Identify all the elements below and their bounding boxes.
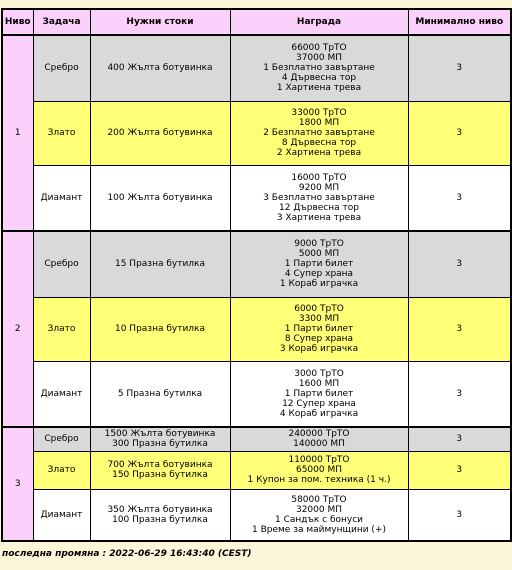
reward-line: 3 Хартиена трева (276, 212, 362, 223)
reward-line: 9200 МП (298, 182, 340, 193)
reward-line: 1 Сандък с бонуси (274, 514, 364, 525)
reward-line: 1 Кораб играчка (279, 279, 359, 290)
reward-line: 1 Хартиена трева (276, 83, 362, 94)
goods-line: 15 Празна бутилка (114, 259, 206, 270)
goods-cell (90, 297, 230, 361)
table-row (2, 361, 511, 427)
reward-line: 4 Дървесна тор (281, 73, 357, 84)
min-level-cell: 3 (408, 451, 511, 489)
header-min-level: Минимално ниво (408, 9, 511, 35)
min-level-cell: 3 (408, 231, 511, 297)
reward-line: 58000 ТрТО (291, 494, 347, 505)
last-modified: последна промяна : 2022-06-29 16:43:40 (CEST) (2, 549, 252, 559)
reward-line: 3000 ТрТО (294, 368, 344, 379)
table-row (2, 489, 511, 541)
reward-cell (230, 35, 408, 101)
task-cell: Сребро (33, 427, 90, 451)
goods-cell (90, 489, 230, 541)
reward-line: 66000 ТрТО (291, 43, 347, 54)
goods-line: 10 Празна бутилка (114, 324, 206, 334)
header-goods: Нужни стоки (90, 9, 230, 35)
task-cell: Сребро (33, 231, 90, 297)
task-cell: Сребро (33, 35, 90, 101)
quest-table (1, 8, 512, 542)
table-row (2, 101, 511, 165)
header-level: Ниво (2, 9, 33, 35)
reward-line: 32000 МП (295, 504, 343, 515)
goods-line: 400 Жълта ботувинка (107, 63, 213, 74)
goods-cell (90, 101, 230, 165)
reward-line: 110000 ТрТО (288, 455, 350, 465)
task-cell: Злато (33, 101, 90, 165)
reward-line: 16000 ТрТО (291, 172, 347, 183)
reward-line: 4 Кораб играчка (279, 408, 359, 419)
reward-line: 1 Парти билет (284, 259, 354, 270)
reward-line: 33000 ТрТО (291, 108, 347, 118)
reward-cell (230, 427, 408, 451)
task-cell: Злато (33, 297, 90, 361)
reward-line: 37000 МП (295, 53, 343, 64)
reward-line: 8 Дървесна тор (281, 138, 357, 148)
table-row (2, 165, 511, 231)
header-reward: Награда (230, 9, 408, 35)
reward-line: 1800 МП (298, 118, 340, 128)
reward-cell (230, 361, 408, 427)
min-level-cell: 3 (408, 35, 511, 101)
reward-line: 9000 ТрТО (294, 239, 344, 250)
header-task: Задача (33, 9, 90, 35)
goods-line: 300 Празна бутилка (112, 439, 208, 450)
min-level-cell: 3 (408, 427, 511, 451)
reward-line: 3 Кораб играчка (279, 344, 359, 354)
goods-line: 200 Жълта ботувинка (107, 128, 213, 138)
reward-line: 4 Супер храна (284, 269, 354, 280)
reward-line: 8 Супер храна (284, 334, 354, 344)
goods-cell (90, 165, 230, 231)
reward-cell (230, 165, 408, 231)
reward-line: 1 Купон за пом. техника (1 ч.) (247, 475, 391, 485)
reward-line: 1 Парти билет (284, 324, 354, 334)
reward-cell (230, 451, 408, 489)
task-cell: Диамант (33, 361, 90, 427)
level-cell: 1 (2, 35, 33, 231)
reward-line: 1 Парти билет (284, 388, 354, 399)
level-cell: 2 (2, 231, 33, 427)
reward-line: 12 Супер храна (282, 398, 356, 409)
header-row (2, 9, 511, 35)
reward-line: 1 Време за маймунщини (+) (252, 524, 386, 535)
reward-line: 2 Безплатно завъртане (263, 128, 375, 138)
goods-line: 350 Жълта ботувинка (107, 504, 213, 515)
table-row (2, 451, 511, 489)
goods-cell (90, 35, 230, 101)
reward-line: 3300 МП (298, 314, 340, 324)
reward-line: 1 Безплатно завъртане (263, 63, 375, 74)
min-level-cell: 3 (408, 165, 511, 231)
reward-line: 65000 МП (295, 465, 343, 475)
goods-line: 700 Жълта ботувинка (107, 460, 213, 470)
table-row (2, 427, 511, 451)
reward-cell (230, 297, 408, 361)
reward-line: 240000 ТрТО (288, 429, 350, 440)
min-level-cell: 3 (408, 297, 511, 361)
goods-line: 1500 Жълта ботувинка (104, 429, 216, 440)
min-level-cell: 3 (408, 489, 511, 541)
reward-line: 140000 МП (293, 439, 345, 450)
min-level-cell: 3 (408, 101, 511, 165)
goods-cell (90, 231, 230, 297)
task-cell: Диамант (33, 165, 90, 231)
table-row (2, 231, 511, 297)
reward-line: 2 Хартиена трева (276, 148, 362, 158)
table-row (2, 35, 511, 101)
min-level-cell: 3 (408, 361, 511, 427)
goods-line: 100 Жълта ботувинка (107, 192, 213, 203)
goods-cell (90, 451, 230, 489)
reward-line: 3 Безплатно завъртане (263, 192, 375, 203)
goods-line: 100 Празна бутилка (112, 514, 208, 525)
table-row (2, 297, 511, 361)
task-cell: Злато (33, 451, 90, 489)
reward-cell (230, 489, 408, 541)
task-cell: Диамант (33, 489, 90, 541)
reward-line: 5000 МП (298, 249, 340, 260)
reward-cell (230, 101, 408, 165)
reward-cell (230, 231, 408, 297)
reward-line: 12 Дървесна тор (279, 202, 359, 213)
level-cell: 3 (2, 427, 33, 541)
reward-line: 6000 ТрТО (294, 304, 344, 314)
reward-line: 1600 МП (298, 378, 340, 389)
goods-cell (90, 361, 230, 427)
goods-cell (90, 427, 230, 451)
quest-table-body (2, 35, 511, 541)
goods-line: 5 Празна бутилка (117, 388, 203, 399)
goods-line: 150 Празна бутилка (112, 470, 208, 480)
